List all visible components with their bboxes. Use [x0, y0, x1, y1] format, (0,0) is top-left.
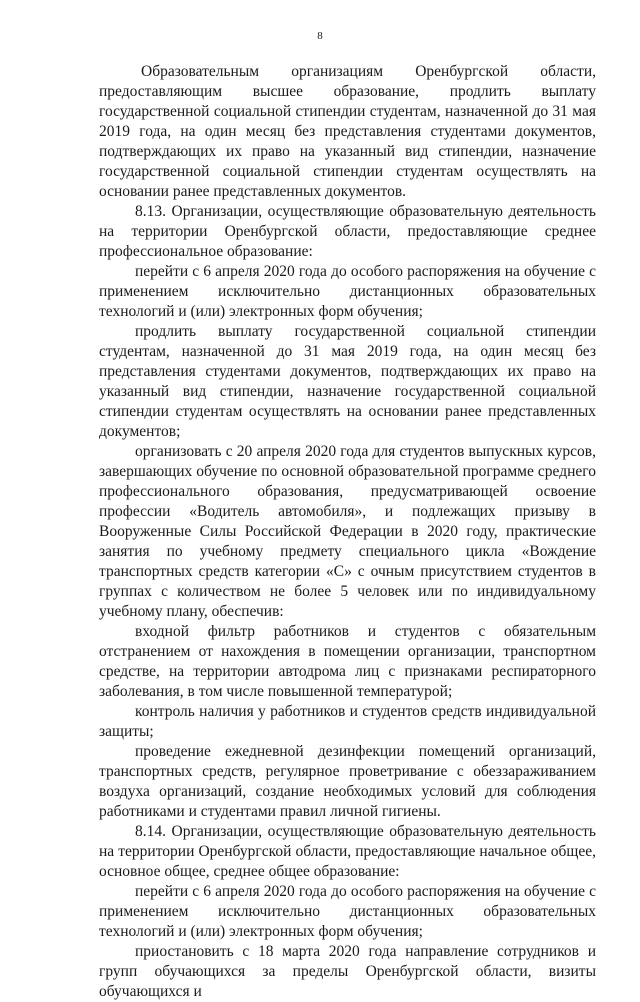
page-number: 8: [317, 30, 323, 42]
document-body: [99, 62, 596, 1002]
paragraph-distance-learning: перейти с 6 апреля 2020 года до особого распоряжения на обучение с применением исключительно дистанционных образовательных технологий и (или) электронных форм обучения;: [99, 263, 596, 320]
paragraph-8-13-heading: 8.13. Организации, осуществляющие образовательную деятельность на территории Оренбургской области, предоставляющие среднее профессиональное образование:: [99, 203, 596, 260]
paragraph-driving-lessons: организовать с 20 апреля 2020 года для студентов выпускных курсов, завершающих обучение по основной образовательной программе среднего профессионального образования, предусматривающей освоение профессии «Водитель автомобиля», и подлежащих призыву в Вооруженные Силы Российской Федерации в 2020 году, практические занятия по учебному предмету специального цикла «Вождение транспортных средств категории «С» с очным присутствием студентов в группах с количеством не более 5 человек или по индивидуальному учебному плану, обеспечив:: [99, 443, 596, 620]
paragraph-entry-filter: входной фильтр работников и студентов с обязательным отстранением от нахождения в помещении организации, транспортном средстве, на территории автодрома лиц с признаками респираторного заболевания, в том числе повышенной температурой;: [99, 623, 596, 700]
paragraph-suspend-trips: приостановить с 18 марта 2020 года направление сотрудников и групп обучающихся за пределы Оренбургской области, визиты обучающихся и: [99, 943, 596, 1000]
paragraph-higher-education: Образовательным организациям Оренбургской области, предоставляющим высшее образование, продлить выплату государственной социальной стипендии студентам, назначенной до 31 мая 2019 года, на один месяц без представления студентами документов, подтверждающих их право на указанный вид стипендии, назначение государственной социальной стипендии студентам осуществлять на основании ранее представленных документов.: [99, 63, 596, 200]
paragraph-disinfection: проведение ежедневной дезинфекции помещений организаций, транспортных средств, регулярное проветривание с обеззараживанием воздуха организаций, создание необходимых условий для соблюдения работниками и студентами правил личной гигиены.: [99, 743, 596, 820]
paragraph-ppe-control: контроль наличия у работников и студентов средств индивидуальной защиты;: [99, 703, 596, 740]
paragraph-stipend-extension: продлить выплату государственной социальной стипендии студентам, назначенной до 31 мая 2019 года, на один месяц без представления студентами документов, подтверждающих их право на указанный вид стипендии, назначение государственной социальной стипендии студентам осуществлять на основании ранее представленных документов;: [99, 323, 596, 440]
paragraph-distance-learning-general: перейти с 6 апреля 2020 года до особого распоряжения на обучение с применением исключительно дистанционных образовательных технологий и (или) электронных форм обучения;: [99, 883, 596, 940]
paragraph-8-14-heading: 8.14. Организации, осуществляющие образовательную деятельность на территории Оренбургской области, предоставляющие начальное общее, основное общее, среднее общее образование:: [99, 823, 596, 880]
